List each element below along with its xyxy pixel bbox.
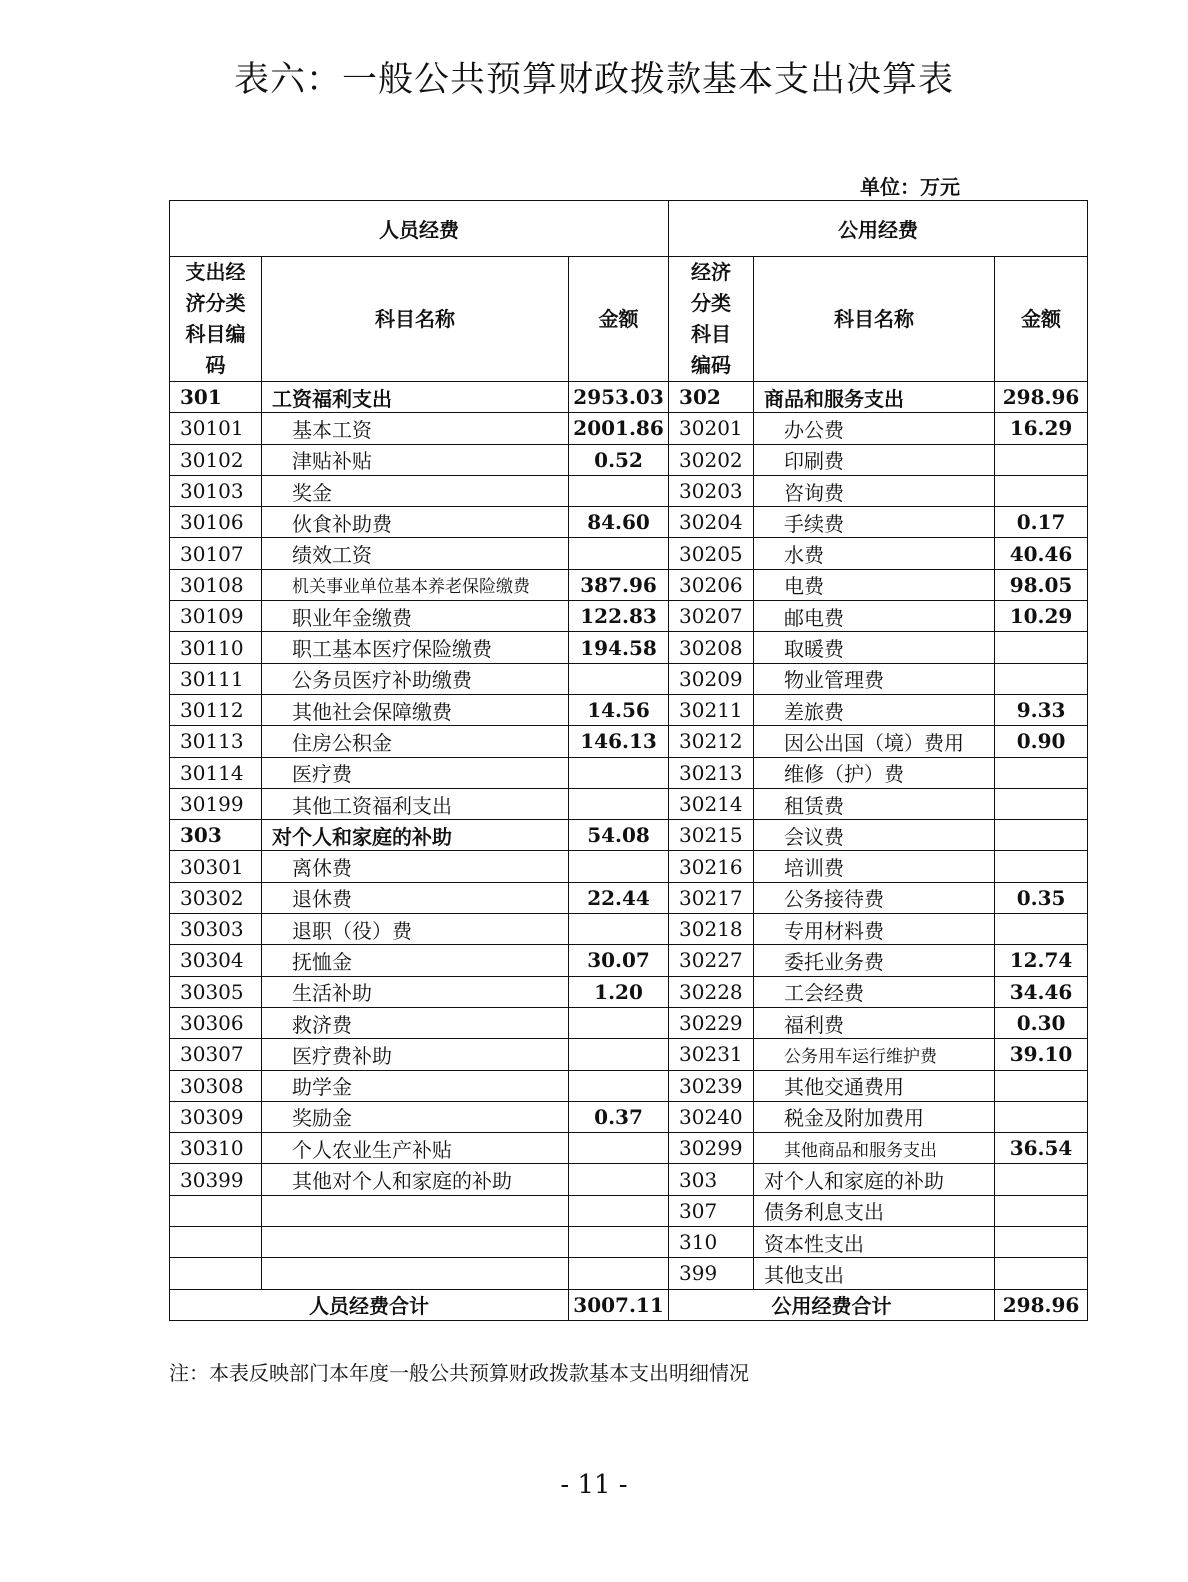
table-row xyxy=(170,976,1088,1007)
right-code-cell: 30217 xyxy=(669,882,754,913)
right-amount-header: 金额 xyxy=(995,257,1088,382)
left-name-cell: 退休费 xyxy=(262,882,569,913)
left-code-cell: 30112 xyxy=(170,694,262,725)
right-amount-cell: 98.05 xyxy=(995,569,1088,600)
left-amount-cell xyxy=(569,1164,669,1195)
left-name-cell: 公务员医疗补助缴费 xyxy=(262,663,569,694)
right-code-cell: 30213 xyxy=(669,757,754,788)
left-name-cell: 职业年金缴费 xyxy=(262,601,569,632)
left-name-cell: 职工基本医疗保险缴费 xyxy=(262,632,569,663)
table-row xyxy=(170,382,1088,413)
left-amount-cell: 2001.86 xyxy=(569,413,669,444)
right-name-cell: 其他支出 xyxy=(754,1258,995,1289)
right-code-header: 经济分类科目编码 xyxy=(669,257,754,382)
table-row xyxy=(170,788,1088,819)
right-code-cell: 30212 xyxy=(669,726,754,757)
right-amount-cell xyxy=(995,1195,1088,1226)
right-name-cell: 邮电费 xyxy=(754,601,995,632)
table-row xyxy=(170,1227,1088,1258)
table-row xyxy=(170,601,1088,632)
right-amount-cell xyxy=(995,1070,1088,1101)
left-amount-cell xyxy=(569,538,669,569)
left-name-cell: 伙食补助费 xyxy=(262,507,569,538)
right-amount-cell: 298.96 xyxy=(995,382,1088,413)
right-amount-cell: 0.35 xyxy=(995,882,1088,913)
left-code-cell: 30309 xyxy=(170,1101,262,1132)
left-amount-cell: 0.37 xyxy=(569,1101,669,1132)
left-amount-cell: 84.60 xyxy=(569,507,669,538)
right-amount-cell xyxy=(995,788,1088,819)
right-code-cell: 30239 xyxy=(669,1070,754,1101)
right-name-cell: 取暖费 xyxy=(754,632,995,663)
left-code-cell: 30111 xyxy=(170,663,262,694)
right-name-cell: 因公出国（境）费用 xyxy=(754,726,995,757)
left-amount-cell xyxy=(569,1039,669,1070)
right-amount-cell xyxy=(995,757,1088,788)
right-code-cell: 30206 xyxy=(669,569,754,600)
right-name-cell: 公务接待费 xyxy=(754,882,995,913)
right-amount-cell xyxy=(995,1227,1088,1258)
left-amount-cell: 22.44 xyxy=(569,882,669,913)
left-amount-header: 金额 xyxy=(569,257,669,382)
left-amount-cell: 54.08 xyxy=(569,820,669,851)
right-name-cell: 电费 xyxy=(754,569,995,600)
left-code-cell: 30109 xyxy=(170,601,262,632)
right-code-cell: 30202 xyxy=(669,444,754,475)
left-code-cell: 30302 xyxy=(170,882,262,913)
left-amount-cell xyxy=(569,788,669,819)
right-name-cell: 手续费 xyxy=(754,507,995,538)
right-code-cell: 30209 xyxy=(669,663,754,694)
right-amount-cell xyxy=(995,1258,1088,1289)
right-name-cell: 差旅费 xyxy=(754,694,995,725)
left-code-cell: 30301 xyxy=(170,851,262,882)
table-row xyxy=(170,914,1088,945)
left-code-cell: 30307 xyxy=(170,1039,262,1070)
left-amount-cell xyxy=(569,851,669,882)
right-code-cell: 30207 xyxy=(669,601,754,632)
left-code-cell: 30113 xyxy=(170,726,262,757)
left-name-cell xyxy=(262,1195,569,1226)
left-amount-cell: 1.20 xyxy=(569,976,669,1007)
right-amount-cell: 40.46 xyxy=(995,538,1088,569)
left-code-cell: 301 xyxy=(170,382,262,413)
left-amount-cell: 194.58 xyxy=(569,632,669,663)
right-name-cell: 资本性支出 xyxy=(754,1227,995,1258)
left-code-header: 支出经济分类科目编码 xyxy=(170,257,262,382)
right-name-cell: 办公费 xyxy=(754,413,995,444)
left-amount-cell: 2953.03 xyxy=(569,382,669,413)
left-code-cell: 30103 xyxy=(170,475,262,506)
left-amount-cell xyxy=(569,1007,669,1038)
left-name-cell: 津贴补贴 xyxy=(262,444,569,475)
right-amount-cell xyxy=(995,475,1088,506)
right-amount-cell: 36.54 xyxy=(995,1133,1088,1164)
left-code-cell: 30308 xyxy=(170,1070,262,1101)
right-name-cell: 委托业务费 xyxy=(754,945,995,976)
right-amount-cell: 0.30 xyxy=(995,1007,1088,1038)
right-name-cell: 会议费 xyxy=(754,820,995,851)
right-name-cell: 专用材料费 xyxy=(754,914,995,945)
personnel-total-label: 人员经费合计 xyxy=(170,1289,569,1320)
right-code-cell: 30205 xyxy=(669,538,754,569)
right-code-cell: 30240 xyxy=(669,1101,754,1132)
left-amount-cell: 30.07 xyxy=(569,945,669,976)
left-code-cell: 30106 xyxy=(170,507,262,538)
left-name-cell: 退职（役）费 xyxy=(262,914,569,945)
right-amount-cell: 10.29 xyxy=(995,601,1088,632)
left-name-cell: 医疗费 xyxy=(262,757,569,788)
right-code-cell: 303 xyxy=(669,1164,754,1195)
left-name-cell: 工资福利支出 xyxy=(262,382,569,413)
left-name-cell: 其他工资福利支出 xyxy=(262,788,569,819)
table-row xyxy=(170,507,1088,538)
left-code-cell xyxy=(170,1195,262,1226)
left-name-cell: 奖金 xyxy=(262,475,569,506)
right-code-cell: 30229 xyxy=(669,1007,754,1038)
right-name-cell: 福利费 xyxy=(754,1007,995,1038)
table-row xyxy=(170,820,1088,851)
table-row xyxy=(170,1258,1088,1289)
left-amount-cell xyxy=(569,1070,669,1101)
left-code-cell: 30199 xyxy=(170,788,262,819)
personnel-total-amount: 3007.11 xyxy=(569,1289,669,1320)
unit-label: 单位：万元 xyxy=(860,175,960,199)
right-code-cell: 302 xyxy=(669,382,754,413)
left-name-cell: 个人农业生产补贴 xyxy=(262,1133,569,1164)
right-code-cell: 30208 xyxy=(669,632,754,663)
left-name-cell: 助学金 xyxy=(262,1070,569,1101)
left-code-cell: 30108 xyxy=(170,569,262,600)
right-code-cell: 399 xyxy=(669,1258,754,1289)
table-row xyxy=(170,757,1088,788)
right-name-cell: 咨询费 xyxy=(754,475,995,506)
left-amount-cell: 387.96 xyxy=(569,569,669,600)
table-row xyxy=(170,1195,1088,1226)
left-name-cell: 其他对个人和家庭的补助 xyxy=(262,1164,569,1195)
right-code-cell: 30216 xyxy=(669,851,754,882)
right-name-cell: 公务用车运行维护费 xyxy=(754,1039,995,1070)
left-amount-cell xyxy=(569,914,669,945)
right-name-cell: 租赁费 xyxy=(754,788,995,819)
right-amount-cell: 0.17 xyxy=(995,507,1088,538)
right-name-cell: 税金及附加费用 xyxy=(754,1101,995,1132)
table-row xyxy=(170,663,1088,694)
right-name-cell: 物业管理费 xyxy=(754,663,995,694)
right-amount-cell xyxy=(995,1164,1088,1195)
right-name-cell: 工会经费 xyxy=(754,976,995,1007)
table-row xyxy=(170,851,1088,882)
left-code-cell xyxy=(170,1258,262,1289)
right-code-cell: 30211 xyxy=(669,694,754,725)
left-name-cell: 医疗费补助 xyxy=(262,1039,569,1070)
right-code-cell: 310 xyxy=(669,1227,754,1258)
table-row xyxy=(170,444,1088,475)
left-name-cell: 抚恤金 xyxy=(262,945,569,976)
left-amount-cell xyxy=(569,1258,669,1289)
left-code-cell: 30305 xyxy=(170,976,262,1007)
table-row xyxy=(170,726,1088,757)
left-name-cell: 住房公积金 xyxy=(262,726,569,757)
right-amount-cell xyxy=(995,663,1088,694)
left-code-cell: 30114 xyxy=(170,757,262,788)
left-name-cell xyxy=(262,1227,569,1258)
left-name-cell: 对个人和家庭的补助 xyxy=(262,820,569,851)
right-name-cell: 其他商品和服务支出 xyxy=(754,1133,995,1164)
left-name-cell: 奖励金 xyxy=(262,1101,569,1132)
right-amount-cell xyxy=(995,851,1088,882)
right-code-cell: 307 xyxy=(669,1195,754,1226)
right-amount-cell xyxy=(995,1101,1088,1132)
right-code-cell: 30299 xyxy=(669,1133,754,1164)
left-amount-cell xyxy=(569,1133,669,1164)
public-total-amount: 298.96 xyxy=(995,1289,1088,1320)
left-code-cell: 30310 xyxy=(170,1133,262,1164)
left-name-header: 科目名称 xyxy=(262,257,569,382)
right-amount-cell: 9.33 xyxy=(995,694,1088,725)
left-name-cell: 离休费 xyxy=(262,851,569,882)
page-title: 表六：一般公共预算财政拨款基本支出决算表 xyxy=(233,60,954,100)
left-code-cell: 30107 xyxy=(170,538,262,569)
page-number: - 11 - xyxy=(560,1470,628,1500)
totals-row xyxy=(170,1289,1088,1320)
group-header-row xyxy=(170,201,1088,257)
left-amount-cell xyxy=(569,1227,669,1258)
right-code-cell: 30215 xyxy=(669,820,754,851)
left-code-cell: 30101 xyxy=(170,413,262,444)
left-code-cell: 30304 xyxy=(170,945,262,976)
right-name-cell: 其他交通费用 xyxy=(754,1070,995,1101)
right-amount-cell: 16.29 xyxy=(995,413,1088,444)
right-code-cell: 30204 xyxy=(669,507,754,538)
right-amount-cell xyxy=(995,632,1088,663)
public-group-header: 公用经费 xyxy=(669,201,1088,257)
table-row xyxy=(170,413,1088,444)
right-amount-cell xyxy=(995,820,1088,851)
right-code-cell: 30214 xyxy=(669,788,754,819)
table-row xyxy=(170,1101,1088,1132)
right-amount-cell: 12.74 xyxy=(995,945,1088,976)
left-code-cell: 303 xyxy=(170,820,262,851)
right-name-cell: 债务利息支出 xyxy=(754,1195,995,1226)
left-name-cell: 生活补助 xyxy=(262,976,569,1007)
left-name-cell: 救济费 xyxy=(262,1007,569,1038)
right-name-cell: 培训费 xyxy=(754,851,995,882)
left-amount-cell: 14.56 xyxy=(569,694,669,725)
right-code-cell: 30227 xyxy=(669,945,754,976)
right-code-cell: 30203 xyxy=(669,475,754,506)
table-row xyxy=(170,1133,1088,1164)
left-code-cell: 30110 xyxy=(170,632,262,663)
left-amount-cell xyxy=(569,475,669,506)
right-amount-cell xyxy=(995,914,1088,945)
table-row xyxy=(170,632,1088,663)
right-name-cell: 对个人和家庭的补助 xyxy=(754,1164,995,1195)
left-name-cell: 基本工资 xyxy=(262,413,569,444)
left-name-cell: 其他社会保障缴费 xyxy=(262,694,569,725)
column-header-row xyxy=(170,257,1088,382)
table-row xyxy=(170,1070,1088,1101)
table-row xyxy=(170,475,1088,506)
left-amount-cell: 122.83 xyxy=(569,601,669,632)
left-amount-cell: 146.13 xyxy=(569,726,669,757)
right-name-cell: 商品和服务支出 xyxy=(754,382,995,413)
left-code-cell: 30102 xyxy=(170,444,262,475)
right-code-cell: 30231 xyxy=(669,1039,754,1070)
table-row xyxy=(170,569,1088,600)
left-code-cell xyxy=(170,1227,262,1258)
right-amount-cell: 39.10 xyxy=(995,1039,1088,1070)
left-name-cell xyxy=(262,1258,569,1289)
left-name-cell: 机关事业单位基本养老保险缴费 xyxy=(262,569,569,600)
left-amount-cell xyxy=(569,757,669,788)
right-code-cell: 30218 xyxy=(669,914,754,945)
left-code-cell: 30306 xyxy=(170,1007,262,1038)
left-code-cell: 30399 xyxy=(170,1164,262,1195)
right-code-cell: 30201 xyxy=(669,413,754,444)
table-row xyxy=(170,694,1088,725)
table-row xyxy=(170,882,1088,913)
left-amount-cell xyxy=(569,1195,669,1226)
right-name-header: 科目名称 xyxy=(754,257,995,382)
right-name-cell: 印刷费 xyxy=(754,444,995,475)
personnel-group-header: 人员经费 xyxy=(170,201,669,257)
right-amount-cell: 34.46 xyxy=(995,976,1088,1007)
right-amount-cell xyxy=(995,444,1088,475)
left-amount-cell: 0.52 xyxy=(569,444,669,475)
expenditure-table xyxy=(169,200,1088,1321)
left-amount-cell xyxy=(569,663,669,694)
table-note: 注：本表反映部门本年度一般公共预算财政拨款基本支出明细情况 xyxy=(169,1361,749,1385)
table-row xyxy=(170,538,1088,569)
public-total-label: 公用经费合计 xyxy=(669,1289,995,1320)
right-name-cell: 水费 xyxy=(754,538,995,569)
table-row xyxy=(170,945,1088,976)
table-row xyxy=(170,1007,1088,1038)
table-row xyxy=(170,1164,1088,1195)
table-row xyxy=(170,1039,1088,1070)
right-name-cell: 维修（护）费 xyxy=(754,757,995,788)
right-code-cell: 30228 xyxy=(669,976,754,1007)
left-code-cell: 30303 xyxy=(170,914,262,945)
right-amount-cell: 0.90 xyxy=(995,726,1088,757)
left-name-cell: 绩效工资 xyxy=(262,538,569,569)
